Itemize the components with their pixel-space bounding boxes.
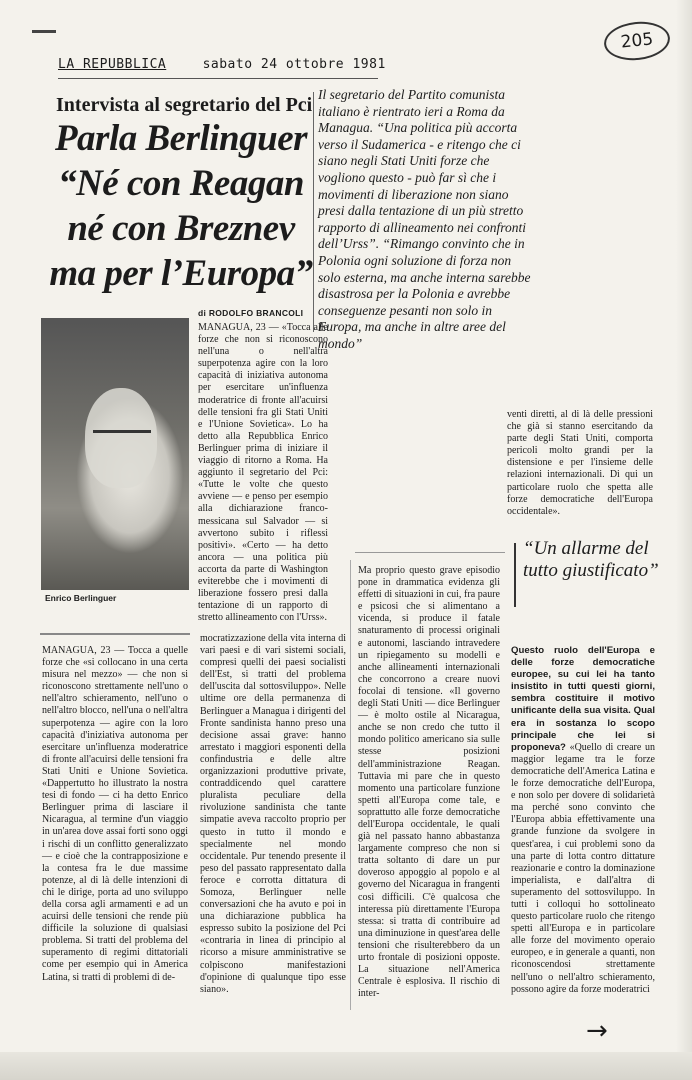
article-column-4-top: venti diretti, al di là delle pressioni che già si stanno esercitando da parte degli Stati Uniti, comporta pericoli molto grandi per la distensione e per l'insieme delle relazioni internazionali. Di qui un particolare ruolo che spetta alle forze democratiche dell'Europa occidentale». bbox=[507, 409, 653, 517]
intro-text: MANAGUA, 23 — «Tocca alle forze che non si riconoscono nell'una o nell'altra superpotenza agire con la loro capacità di iniziativa autonoma per esercitare un'influenza moderatrice di fronte all'acuirsi delle tensioni fra gli Stati Uniti e l'Unione Sovietica». Lo ha detto alla Repubblica Enrico Berlinguer prima di iniziare il viaggio di ritorno a Roma. Ha aggiunto il segretario del Pci: «Tutte le volte che questo avviene — e penso per esempio alla dichiarazione franco-messicana sul Salvador — si avvertono subito i riflessi positivi». «Certo — ha detto ancora — una politica più accorta da parte di Washington eviterebbe che i movimenti di liberazione fossero presi dalla tentazione di un rapporto di stretto allineamento con l'Urss». bbox=[198, 322, 328, 624]
continue-arrow-icon: → bbox=[586, 1016, 608, 1046]
masthead bbox=[58, 57, 386, 72]
paper-edge bbox=[676, 0, 692, 1080]
paper-edge bbox=[0, 1052, 692, 1080]
byline: di RODOLFO BRANCOLI bbox=[198, 308, 304, 318]
pull-quote: “Un allarme del tutto giustificato” bbox=[523, 538, 659, 581]
page-number-stamp: 205 bbox=[602, 19, 672, 64]
publication-date: sabato 24 ottobre 1981 bbox=[202, 57, 386, 72]
lead-quote: Il segretario del Partito comunista italiano è rientrato ieri a Roma da Managua. “Una politica più accorta verso il Sudamerica - e ritengo che ci siano negli Stati Uniti forze che vogliono questo - può far sì che i movimenti di liberazione non siano presi dalla tentazione di un più stretto rapporto di allineamento nei confronti dell’Urss”. “Rimango convinto che in Polonia ogni soluzione di forza non solo esterna, ma anche interna sarebbe disastrosa per la Polonia e avrebbe conseguenze pesanti non solo in Europa, ma anche in altre aree del mondo” bbox=[318, 87, 531, 351]
column-separator bbox=[350, 560, 351, 1010]
newspaper-name: LA REPUBBLICA bbox=[58, 57, 167, 72]
article-column-1: MANAGUA, 23 — Tocca a quelle forze che «si collocano in una certa misura nel mezzo» — che non si riconoscono strettamente nell'uno o nell'altro schieramento, nell'uno o nell'altro blocco, nell'una o nell'altra superpotenza — agire con la loro capacità d'iniziativa autonoma per esercitare un'influenza moderatrice di fronte all'acuirsi delle tensioni fra Stati Uniti e Unione Sovietica. «Dappertutto ho illustrato la nostra tesi di fondo — ci ha detto Enrico Berlinguer prima di lasciare il Nicaragua, al termine d'un viaggio in un'area dove assai forti sono oggi i rischi di un conflitto generalizzato — e cioè che la contrapposizione e la contesa fra le due massime potenze, al di là delle intenzioni di chi le dirige, porta ad uno sviluppo della corsa agli armamenti e ad un acuirsi delle tensioni che rende più difficile la soluzione di qualsiasi problema. Si tratti del problema del superamento di regimi dittatoriali come per esempio qui in America Latina, si tratti di problemi di de- bbox=[42, 645, 188, 983]
article-column-3: Ma proprio questo grave episodio pone in drammatica evidenza gli effetti di situazioni in cui, fra paure e psicosi che si alimentano a vicenda, si produce il fatale snaturamento di processi originali e autonomi, lasciando intravedere un ripiegamento su modelli e anche allineamenti internazionali che concorrono a creare nuovi focolai di tensione. «Il governo degli Stati Uniti — dice Berlinguer — è molto ostile al Nicaragua, anche se non credo che tutto il mondo politico americano sia sulle stesse posizioni dell'amministrazione Reagan. Tuttavia mi pare che in questo momento una particolare funzione spetti all'Europa come tale, e soprattutto alle forze democratiche dell'Europa occidentale, le quali già nel passato hanno abbastanza largamente compreso che non si tratta soltanto di dare un pur doveroso appoggio al popolo e al governo del Nicaragua in frangenti così difficili. C'è qualcosa che interessa più direttamente l'Europa stessa: si tratta di contribuire ad una diminuzione in quest'area delle tensioni che risulterebbero da un urto frontale di posizioni opposte. La situazione nell'America Centrale è esplosiva. Il rischio di inter- bbox=[358, 565, 500, 1000]
headline: Parla Berlinguer “Né con Reagan né con Breznev ma per l’Europa” bbox=[49, 118, 313, 294]
quote-divider bbox=[313, 92, 314, 332]
column-rule bbox=[355, 552, 505, 553]
pull-quote-bar bbox=[514, 543, 516, 607]
portrait-photo bbox=[41, 318, 189, 590]
column-rule bbox=[40, 633, 190, 635]
interview-question: Questo ruolo dell'Europa e delle forze democratiche europee, su cui lei ha tanto insistito in tutti questi giorni, sembra costituire il motivo unificante della sua visita. Qual era in sostanza lo scopo principale che lei si proponeva? bbox=[511, 645, 655, 753]
article-column-4 bbox=[511, 645, 655, 1017]
masthead-rule bbox=[58, 78, 378, 79]
interview-answer: «Quello di creare un maggior legame tra le forze democratiche dell'America Latina e le forze democratiche dell'Europa, e non solo per dovere di solidarietà ma perché sono convinto che l'Europa abbia effettivamente una grande funzione da svolgere in quest'area, i cui problemi sono da una parte di lotta contro dittature reazionarie e contro la dominazione imperialista, e dall'altra di superamento del sottosviluppo. In tutti i colloqui ho sottolineato questo particolare ruolo che ritengo spetti all'Europa e in particolare alle forze del movimento operaio europeo, e in generale a quanti, non riconoscendosi strettamente nell'uno o nell'altro schieramento, possono agire da forze moderatrici bbox=[511, 741, 655, 995]
portrait-glasses bbox=[93, 430, 151, 445]
scan-mark bbox=[32, 30, 56, 33]
photo-caption: Enrico Berlinguer bbox=[45, 593, 117, 603]
kicker: Intervista al segretario del Pci bbox=[56, 94, 313, 116]
article-column-2: mocratizzazione della vita interna di vari paesi e di vari sistemi sociali, compresi quelli dei paesi socialisti dell'Est, si tratti del problema dell'uscita dal sottosviluppo». Nelle ultime ore della permanenza di Berlinguer a Managua i dirigenti del Fronte sandinista hanno preso una decisione assai grave: hanno arrestato i maggiori esponenti della confindustria e delle altre organizzazioni produttive private, contraddicendo quel carattere pluralista peculiare della rivoluzione sandinista che tante simpatie aveva raccolto proprio per questo in tutto il mondo e specialmente nel mondo occidentale. Pur tenendo presente il peso del passato rappresentato dalla feroce e corrotta dittatura di Somoza, Berlinguer nelle conversazioni che ha avuto e poi in una dichiarazione pubblica ha espresso subito la posizione del Pci «contraria in linea di principio al ricorso a misure amministrative se colpiscono manifestazioni d'opinione di qualunque tipo esse siano». bbox=[200, 633, 346, 995]
